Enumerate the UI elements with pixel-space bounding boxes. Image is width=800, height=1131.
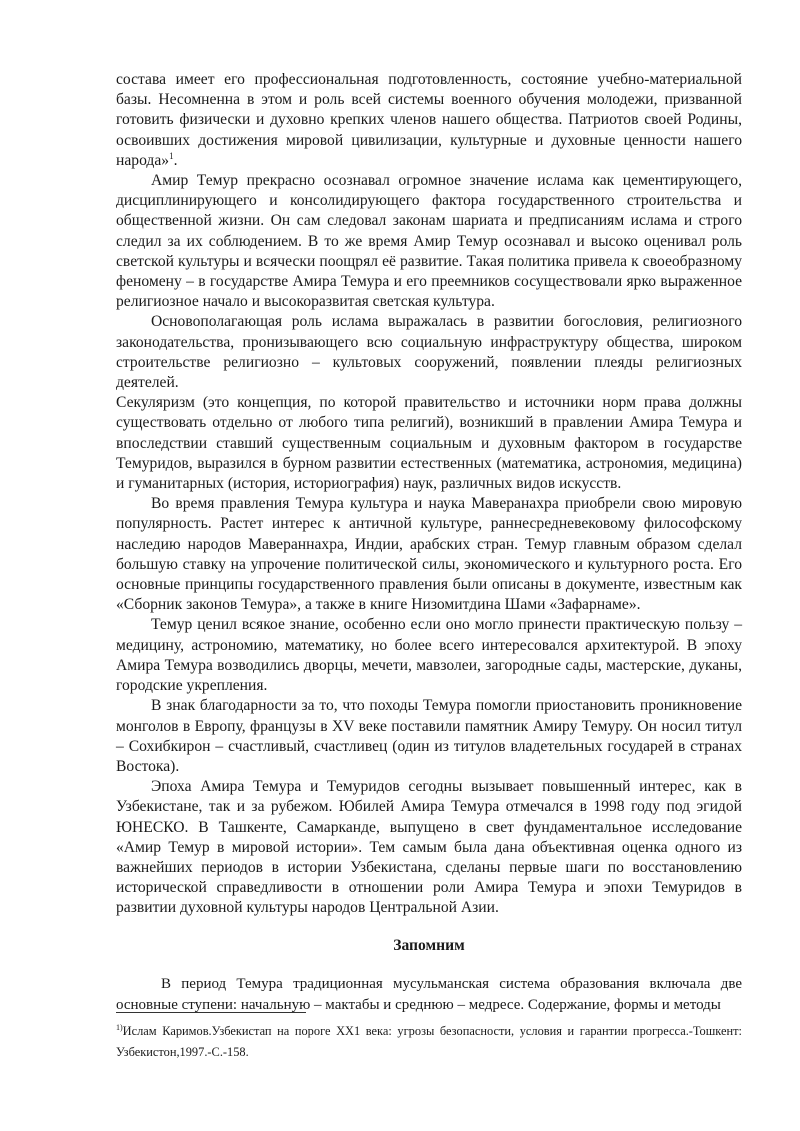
document-page [116,70,742,1016]
footnote-reference[interactable]: 1 [169,150,174,161]
footnote-mark: 1) [116,1022,123,1032]
paragraph-6: Темур ценил всякое знание, особенно если оно могло принести практическую пользу – медицину, астрономию, математику, но более всего интересовался архитектурой. В эпоху Амира Темура возводились дворцы, мечети, мавзолеи, загородные сады, мастерские, дуканы, городские укрепления. [116,616,742,695]
paragraph-1-text: состава имеет его профессиональная подготовленность, состояние учебно-материальной базы. Несомненна в этом и роль всей системы военного обучения молодежи, призванной готовить физически и духовно крепких членов нашего общества. Патриотов своей Родины, освоивших достижения мировой цивилизации, культурные и духовные ценности нашего народа» [116,71,742,169]
footnote-text: Ислам Каримов.Узбекистап на пороге XX1 века: угрозы безопасности, условия и гарантии прогресса.-Тошкент: Узбекистон,1997.-С.-158. [116,1024,742,1059]
paragraph-8: Эпоха Амира Темура и Темуридов сегодны вызывает повышенный интерес, как в Узбекистане, так и за рубежом. Юбилей Амира Темура отмечался в 1998 году под эгидой ЮНЕСКО. В Ташкенте, Самарканде, выпущено в свет фундаментальное исследование «Амир Темур в мировой истории». Тем самым была дана объективная оценка одного из важнейших периодов в истории Узбекистана, сделаны первые шаги по восстановлению исторической справедливости в отношении роли Амира Темура и эпохи Темуридов в развитии духовной культуры народов Центральной Азии. [116,778,742,917]
paragraph-2: Амир Темур прекрасно осознавал огромное значение ислама как цементирующего, дисциплинирующего и консолидирующего фактора государственного строительства и общественной жизни. Он сам следовал законам шариата и предписаниям ислама и строго следил за их соблюдением. В то же время Амир Темур осознавал и высоко оценивал роль светской культуры и всячески поощрял её развитие. Такая политика привела к своеобразному феномену – в государстве Амира Темура и его преемников сосуществовали ярко выраженное религиозное начало и высокоразвитая светская культура. [116,172,742,311]
paragraph-1: состава имеет его профессиональная подготовленность, состояние учебно-материальной базы. Несомненна в этом и роль всей системы военного обучения молодежи, призванной готовить физически и духовно крепких членов нашего общества. Патриотов своей Родины, освоивших достижения мировой цивилизации, культурные и духовные ценности нашего народа»$^1$. [116,71,742,169]
summary-paragraph: В период Темура традиционная мусульманская система образования включала две основные ступени: начальную – мактабы и среднюю – медресе. Содержание, формы и методы [116,975,742,1013]
paragraph-4: Секуляризм (это концепция, по которой правительство и источники норм права должны существовать отдельно от любого типа религий), возникший в правлении Амира Темура и впоследствии ставший существенным социальным и духовным фактором в государстве Темуридов, выразился в бурном развитии естественных (математика, астрономия, медицина) и гуманитарных (история, историография) наук, различных видов искусств. [116,394,742,493]
section-heading: Запомним [393,936,465,954]
paragraph-3: Основополагающая роль ислама выражалась в развитии богословия, религиозного законодательства, пронизывающего всю социальную инфраструктуру общества, широком строительстве религиозно – культовых сооружений, появлении плеяды религиозных деятелей. [116,313,742,392]
footnote-divider [116,1012,306,1013]
footnote [116,1021,742,1063]
paragraph-7: В знак благодарности за то, что походы Темура помогли приостановить проникновение монголов в Европу, французы в XV веке поставили памятник Амиру Темуру. Он носил титул – Сохибкирон – счастливый, счастливец (один из титулов владетельных государей в странах Востока). [116,697,742,775]
paragraph-5: Во время правления Темура культура и наука Маверанахра приобрели свою мировую популярность. Растет интерес к античной культуре, раннесредневековому философскому наследию народов Мавераннахра, Индии, арабских стран. Темур главным образом сделал большую ставку на упрочение политической силы, экономического и культурного роста. Его основные принципы государственного правления были описаны в документе, известным как «Сборник законов Темура», а также в книге Низомитдина Шами «Зафарнаме». [116,495,742,614]
